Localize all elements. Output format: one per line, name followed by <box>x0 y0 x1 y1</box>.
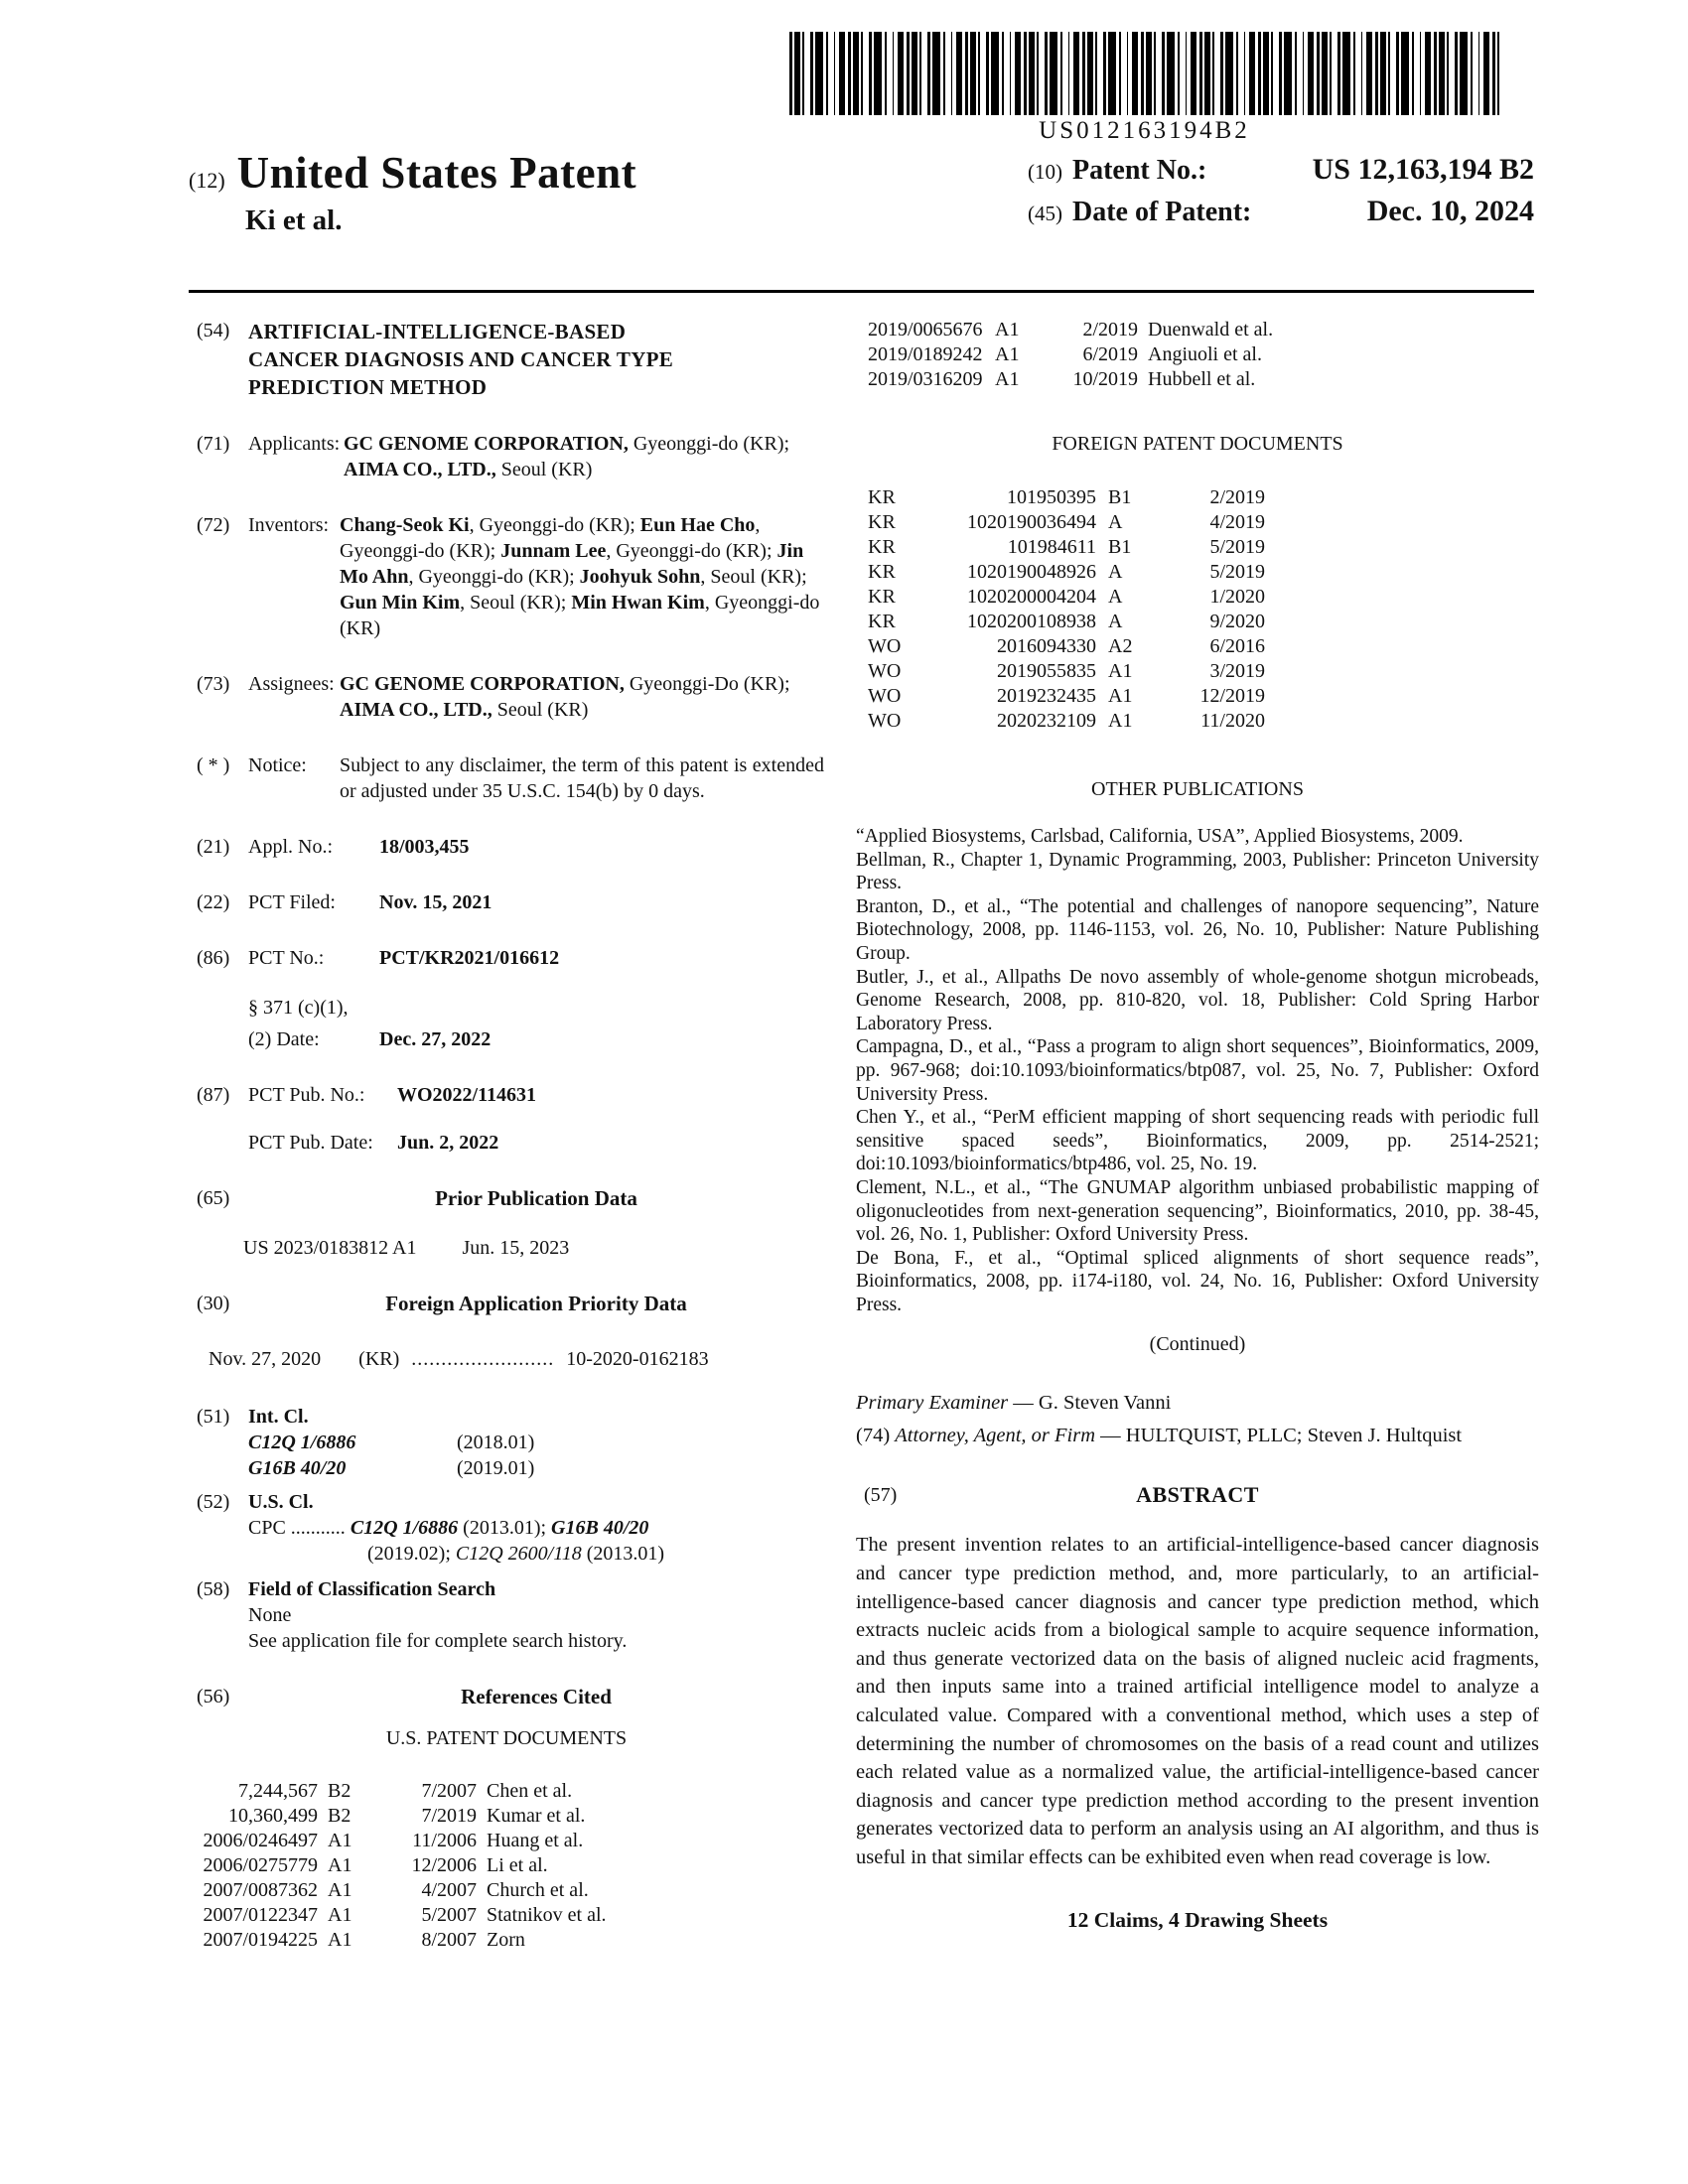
barcode-text: US012163194B2 <box>1039 117 1250 144</box>
text-segment: Primary Examiner <box>856 1392 1009 1415</box>
abstract-heading: ABSTRACT <box>1136 1482 1259 1508</box>
table-cell: Duenwald et al. <box>1148 319 1274 341</box>
header <box>189 147 1534 237</box>
header-right <box>1028 147 1534 237</box>
table-row <box>856 485 1539 510</box>
field-10-number: (10) <box>1028 160 1062 184</box>
section-72-inventors <box>189 512 824 641</box>
text-segment: Gun Min Kim <box>340 592 461 614</box>
371-date-label: (2) Date: <box>248 1028 320 1050</box>
table-cell: 12/2006 <box>411 1854 477 1876</box>
table-cell: 2016094330 <box>997 635 1096 657</box>
table-cell: 2007/0087362 <box>203 1879 318 1901</box>
table-cell: A1 <box>995 368 1020 390</box>
text-segment: Min Hwan Kim <box>571 592 705 614</box>
inventor-short-name: Ki et al. <box>245 205 343 236</box>
table-cell: KR <box>868 486 896 508</box>
table-row <box>856 367 1539 392</box>
field-search-none: None <box>248 1604 292 1626</box>
section-number: (87) <box>197 1084 230 1106</box>
text-segment: (2013.01); <box>458 1517 552 1539</box>
int-cl-code: C12Q 1/6886 <box>248 1432 356 1453</box>
prior-publication-row <box>189 1235 824 1261</box>
table-cell: 10/2019 <box>1072 368 1138 390</box>
section-87-pct-pub <box>189 1082 824 1156</box>
text-segment: Seoul (KR) <box>492 699 589 721</box>
table-cell: WO <box>868 685 902 707</box>
table-row <box>856 585 1539 610</box>
section-number: ( * ) <box>197 754 230 776</box>
table-cell: 6/2016 <box>1209 635 1265 657</box>
barcode-block <box>789 32 1499 145</box>
table-cell: A <box>1108 511 1123 533</box>
table-cell: Statnikov et al. <box>487 1904 607 1926</box>
priority-dots: ........................ <box>411 1348 555 1370</box>
publication-entry: Chen Y., et al., “PerM efficient mapping of short sequencing reads with periodic full sensitive spaced seeds”, Bioinformatics, 2009, pp. 2514-2521; doi:10.1093/bioinformatics/btp486, vol. 25, No. 19. <box>856 1107 1539 1175</box>
section-30-priority <box>189 1291 824 1316</box>
inventors-value <box>340 512 824 641</box>
table-row <box>856 342 1539 367</box>
section-52-us-cl <box>189 1489 824 1567</box>
header-divider-rule <box>189 290 1534 293</box>
prior-publication-date: Jun. 15, 2023 <box>462 1237 570 1259</box>
table-cell: Chen et al. <box>487 1780 573 1802</box>
section-number: (21) <box>197 836 230 858</box>
section-71-applicants <box>189 431 824 482</box>
text-segment: Seoul (KR) <box>495 459 593 480</box>
header-left <box>189 147 636 237</box>
section-56-references <box>189 1684 824 1709</box>
int-cl-code: G16B 40/20 <box>248 1457 347 1479</box>
table-cell: B2 <box>328 1805 352 1827</box>
section-number: (86) <box>197 947 230 969</box>
continued-note: (Continued) <box>1149 1333 1246 1356</box>
table-row <box>856 318 1539 342</box>
document-type-row <box>189 147 636 199</box>
table-cell: KR <box>868 561 896 583</box>
table-cell: A1 <box>1108 685 1133 707</box>
pct-pub-date-label: PCT Pub. Date: <box>248 1132 373 1154</box>
table-cell: WO <box>868 635 902 657</box>
table-row <box>856 684 1539 709</box>
us-patent-table-continued <box>856 318 1539 392</box>
text-segment: AIMA CO., LTD., <box>344 459 496 480</box>
table-cell: 2019232435 <box>997 685 1096 707</box>
table-cell: Zorn <box>487 1929 525 1951</box>
table-cell: 7/2019 <box>421 1805 477 1827</box>
patent-date-row <box>1028 195 1534 228</box>
table-row <box>856 659 1539 684</box>
table-cell: 1020190048926 <box>967 561 1096 583</box>
table-cell: 9/2020 <box>1209 611 1265 632</box>
table-cell: Angiuoli et al. <box>1148 343 1262 365</box>
section-73-assignees <box>189 671 824 723</box>
priority-number: 10-2020-0162183 <box>566 1348 709 1370</box>
publication-entry: Clement, N.L., et al., “The GNUMAP algorithm unbiased probabilistic mapping of oligonucleotides from next-generation sequencing”, Bioinformatics, 2010, pp. 38-45, vol. 26, No. 1, Publisher: Oxford University Press. <box>856 1176 1539 1246</box>
prior-publication-number: US 2023/0183812 A1 <box>243 1237 417 1259</box>
text-segment: (2019.02); <box>367 1543 456 1565</box>
pct-no-value: PCT/KR2021/016612 <box>379 947 560 969</box>
text-segment: , Gyeonggi-do (KR); <box>340 514 761 562</box>
section-22-pct-filed <box>189 889 824 915</box>
text-segment: Gyeonggi-do (KR); <box>628 433 790 455</box>
section-number: (30) <box>197 1293 230 1314</box>
table-row <box>856 535 1539 560</box>
table-cell: 2007/0194225 <box>203 1929 318 1951</box>
text-segment: Jin Mo Ahn <box>340 540 804 588</box>
notice-label: Notice: <box>248 754 307 776</box>
int-cl-entry <box>248 1455 824 1481</box>
table-cell: A1 <box>328 1854 352 1876</box>
left-column <box>189 318 824 1953</box>
pct-pub-no-label: PCT Pub. No.: <box>248 1084 365 1106</box>
table-cell: 11/2020 <box>1200 710 1265 732</box>
claims-drawing-sheets-line: 12 Claims, 4 Drawing Sheets <box>1066 1907 1329 1932</box>
priority-heading: Foreign Application Priority Data <box>385 1292 687 1315</box>
table-cell: A <box>1108 611 1123 632</box>
section-number: (72) <box>197 514 230 536</box>
table-cell: 2007/0122347 <box>203 1904 318 1926</box>
text-segment: GC GENOME CORPORATION, <box>340 673 625 695</box>
table-cell: 1020200004204 <box>967 586 1096 608</box>
table-cell: B2 <box>328 1780 352 1802</box>
pct-pub-date-value: Jun. 2, 2022 <box>397 1132 499 1154</box>
371-date-value: Dec. 27, 2022 <box>379 1028 492 1050</box>
table-cell: 2006/0246497 <box>203 1830 318 1851</box>
table-cell: KR <box>868 511 896 533</box>
table-cell: 5/2019 <box>1209 561 1265 583</box>
table-cell: A <box>1108 586 1123 608</box>
table-cell: Church et al. <box>487 1879 589 1901</box>
section-number: (51) <box>197 1406 230 1428</box>
cpc-line-2 <box>367 1541 824 1567</box>
priority-date: Nov. 27, 2020 <box>209 1348 322 1370</box>
table-cell: 10,360,499 <box>228 1805 318 1827</box>
table-cell: 5/2007 <box>421 1904 477 1926</box>
table-cell: Hubbell et al. <box>1148 368 1256 390</box>
text-segment: (74) <box>856 1425 896 1447</box>
table-cell: 2020232109 <box>997 710 1096 732</box>
patent-number-value: US 12,163,194 B2 <box>1312 153 1534 186</box>
table-cell: 1/2020 <box>1209 586 1265 608</box>
table-row <box>189 1903 824 1928</box>
text-segment: (2013.01) <box>581 1543 665 1565</box>
text-segment: Attorney, Agent, or Firm <box>895 1425 1096 1447</box>
table-cell: 2/2019 <box>1209 486 1265 508</box>
section-65-prior-publication <box>189 1185 824 1211</box>
abstract-header <box>856 1483 1539 1507</box>
section-54-title <box>189 318 824 401</box>
section-number: (52) <box>197 1491 230 1513</box>
section-number: (71) <box>197 433 230 455</box>
table-cell: A <box>1108 561 1123 583</box>
invention-title-line: PREDICTION METHOD <box>248 375 488 399</box>
document-type-title: United States Patent <box>236 148 637 198</box>
table-row <box>856 560 1539 585</box>
inventors-label: Inventors: <box>248 514 330 536</box>
pct-pub-no-value: WO2022/114631 <box>397 1084 537 1106</box>
table-cell: A1 <box>995 319 1020 341</box>
section-number: (56) <box>197 1686 230 1707</box>
text-segment: CPC ........... <box>248 1517 351 1539</box>
applicants-label: Applicants: <box>248 433 341 455</box>
abstract-text: The present invention relates to an artificial-intelligence-based cancer diagnosis and cancer type prediction method, and, more particularly, to an artificial-intelligence-based cancer diagnosis and cancer type prediction method, which extracts nucleic acids from a biological sample to acquire sequence information, and thus generate vectorized data on the basis of aligned nucleic acid fragments, and then inputs same into a trained artificial intelligence model to analyze a calculated value. Compared with a conventional method, which uses a step of determining the number of chromosomes on the basis of a read count and utilizes each related value as a normalized value, the artificial-intelligence-based cancer diagnosis and cancer type prediction method according to the present invention generates vectorized data to perform an analysis using an AI algorithm, and thus is useful in that similar effects can be exhibited even when read coverage is low. <box>856 1534 1539 1868</box>
applicants-value <box>344 431 824 482</box>
table-row <box>189 1853 824 1878</box>
table-cell: A1 <box>328 1879 352 1901</box>
table-cell: A1 <box>1108 660 1133 682</box>
assignees-label: Assignees: <box>248 673 335 695</box>
table-cell: 5/2019 <box>1209 536 1265 558</box>
text-segment: , Seoul (KR); <box>700 566 807 588</box>
table-cell: 7/2007 <box>421 1780 477 1802</box>
section-number: (54) <box>197 320 230 341</box>
assignees-value <box>340 671 824 723</box>
references-cited-heading: References Cited <box>461 1685 612 1708</box>
notice-text: Subject to any disclaimer, the term of this patent is extended or adjusted under 35 U.S.C. 154(b) by 0 days. <box>340 754 824 802</box>
table-cell: 2/2019 <box>1082 319 1138 341</box>
table-cell: Huang et al. <box>487 1830 584 1851</box>
table-cell: WO <box>868 660 902 682</box>
text-segment: C12Q 1/6886 <box>350 1517 459 1539</box>
publication-entry: “Applied Biosystems, Carlsbad, California, USA”, Applied Biosystems, 2009. <box>856 826 1464 847</box>
text-segment: AIMA CO., LTD., <box>340 699 492 721</box>
foreign-patent-table <box>856 485 1539 734</box>
table-cell: 2019/0189242 <box>868 343 983 365</box>
table-row <box>856 709 1539 734</box>
table-cell: 101950395 <box>1007 486 1096 508</box>
barcode-image <box>789 32 1499 115</box>
section-58-field-search <box>189 1576 824 1654</box>
table-cell: B1 <box>1108 486 1132 508</box>
table-cell: KR <box>868 536 896 558</box>
section-number: (58) <box>197 1578 230 1600</box>
text-segment: Eun Hae Cho <box>639 514 756 536</box>
publication-entry: Campagna, D., et al., “Pass a program to align short sequences”, Bioinformatics, 2009, pp. 967-968; doi:10.1093/bioinformatics/btp087, vol. 25, No. 7, Publisher: Oxford University Press. <box>856 1036 1539 1105</box>
table-cell: 3/2019 <box>1209 660 1265 682</box>
section-number: (22) <box>197 891 230 913</box>
publication-entry: Branton, D., et al., “The potential and challenges of nanopore sequencing”, Nature Biotechnology, 2008, pp. 1146-1153, vol. 26, No. 10, Publisher: Nature Publishing Group. <box>856 895 1539 964</box>
attorney-line <box>856 1423 1539 1449</box>
table-cell: 2006/0275779 <box>203 1854 318 1876</box>
table-row <box>189 1878 824 1903</box>
table-cell: 11/2006 <box>412 1830 477 1851</box>
table-row <box>856 510 1539 535</box>
primary-examiner-line <box>856 1390 1539 1417</box>
section-notice <box>189 752 824 804</box>
text-segment: Junnam Lee <box>500 540 607 562</box>
patent-number-label: Patent No.: <box>1072 155 1207 186</box>
field-search-heading: Field of Classification Search <box>248 1578 496 1600</box>
table-cell: KR <box>868 586 896 608</box>
int-cl-year: (2018.01) <box>457 1432 535 1453</box>
field-57-number: (57) <box>864 1484 898 1507</box>
patent-date-value: Dec. 10, 2024 <box>1366 195 1534 227</box>
other-publications-list <box>856 825 1539 1316</box>
table-row <box>189 1829 824 1853</box>
patent-number-row <box>1028 153 1534 187</box>
text-segment: , Gyeonggi-do (KR); <box>469 514 640 536</box>
table-cell: A2 <box>1108 635 1133 657</box>
table-row <box>856 634 1539 659</box>
table-cell: A1 <box>328 1904 352 1926</box>
appl-no-label: Appl. No.: <box>248 836 333 858</box>
section-86-pct-no <box>189 945 824 1052</box>
table-row <box>189 1804 824 1829</box>
table-cell: Kumar et al. <box>487 1805 586 1827</box>
text-segment: — G. Steven Vanni <box>1008 1392 1172 1415</box>
us-patent-documents-heading: U.S. PATENT DOCUMENTS <box>385 1727 628 1749</box>
field-12-number: (12) <box>189 168 225 193</box>
text-segment: Chang-Seok Ki <box>340 514 470 536</box>
text-segment: C12Q 2600/118 <box>455 1543 582 1565</box>
table-row <box>189 1928 824 1953</box>
other-publications-heading: OTHER PUBLICATIONS <box>1091 778 1304 800</box>
table-cell: A1 <box>995 343 1020 365</box>
table-cell: 4/2019 <box>1209 511 1265 533</box>
table-row <box>856 610 1539 634</box>
table-cell: A1 <box>328 1929 352 1951</box>
table-cell: 1020190036494 <box>967 511 1096 533</box>
invention-title-line: ARTIFICIAL-INTELLIGENCE-BASED <box>248 320 627 343</box>
table-cell: 12/2019 <box>1199 685 1265 707</box>
invention-title <box>248 318 824 401</box>
patent-date-label: Date of Patent: <box>1072 197 1252 227</box>
text-segment: Gyeonggi-Do (KR); <box>624 673 790 695</box>
text-segment: , Gyeonggi-do (KR); <box>606 540 777 562</box>
table-cell: 2019/0065676 <box>868 319 983 341</box>
int-cl-heading: Int. Cl. <box>248 1406 309 1428</box>
field-search-note: See application file for complete search history. <box>248 1630 628 1652</box>
us-patent-table <box>189 1779 824 1953</box>
text-segment: , Seoul (KR); <box>460 592 572 614</box>
priority-row <box>189 1346 824 1372</box>
publication-entry: Bellman, R., Chapter 1, Dynamic Programming, 2003, Publisher: Princeton University Press. <box>856 849 1539 894</box>
text-segment: , Gyeonggi-do (KR) <box>340 592 820 639</box>
prior-publication-heading: Prior Publication Data <box>435 1186 637 1210</box>
pct-filed-value: Nov. 15, 2021 <box>379 891 492 913</box>
table-cell: 2019055835 <box>997 660 1096 682</box>
table-cell: 8/2007 <box>421 1929 477 1951</box>
table-cell: KR <box>868 611 896 632</box>
text-segment: Joohyuk Sohn <box>579 566 701 588</box>
section-51-int-cl <box>189 1404 824 1481</box>
int-cl-entry <box>248 1430 824 1455</box>
table-cell: 2019/0316209 <box>868 368 983 390</box>
field-45-number: (45) <box>1028 202 1062 225</box>
table-cell: 6/2019 <box>1082 343 1138 365</box>
cpc-line-1 <box>248 1515 824 1541</box>
table-cell: B1 <box>1108 536 1132 558</box>
table-cell: 4/2007 <box>421 1879 477 1901</box>
table-cell: 7,244,567 <box>238 1780 318 1802</box>
text-segment: GC GENOME CORPORATION, <box>344 433 629 455</box>
section-371-line: § 371 (c)(1), <box>248 997 349 1019</box>
text-segment: — HULTQUIST, PLLC; Steven J. Hultquist <box>1095 1425 1463 1447</box>
section-number: (65) <box>197 1187 230 1209</box>
table-cell: A1 <box>328 1830 352 1851</box>
us-cl-heading: U.S. Cl. <box>248 1491 314 1513</box>
appl-no-value: 18/003,455 <box>379 836 470 858</box>
text-segment: G16B 40/20 <box>551 1517 649 1539</box>
int-cl-year: (2019.01) <box>457 1457 535 1479</box>
table-cell: Li et al. <box>487 1854 548 1876</box>
table-row <box>189 1779 824 1804</box>
table-cell: A1 <box>1108 710 1133 732</box>
section-number: (73) <box>197 673 230 695</box>
publication-entry: Butler, J., et al., Allpaths De novo assembly of whole-genome shotgun microbeads, Genome Research, 2008, pp. 810-820, vol. 18, Publisher: Cold Spring Harbor Laboratory Press. <box>856 966 1539 1034</box>
table-cell: WO <box>868 710 902 732</box>
text-segment: , Gyeonggi-do (KR); <box>408 566 580 588</box>
publication-entry: De Bona, F., et al., “Optimal spliced alignments of short sequence reads”, Bioinformatics, 2008, pp. i174-i180, vol. 24, No. 16, Publisher: Oxford University Press. <box>856 1247 1539 1315</box>
priority-country: (KR) <box>358 1348 400 1370</box>
pct-filed-label: PCT Filed: <box>248 891 336 913</box>
right-column <box>856 318 1539 1953</box>
pct-no-label: PCT No.: <box>248 947 325 969</box>
section-21-appl-no <box>189 834 824 860</box>
two-column-body <box>189 318 1539 1953</box>
table-cell: 1020200108938 <box>967 611 1096 632</box>
foreign-patent-documents-heading: FOREIGN PATENT DOCUMENTS <box>1052 433 1343 455</box>
invention-title-line: CANCER DIAGNOSIS AND CANCER TYPE <box>248 347 674 371</box>
table-cell: 101984611 <box>1007 536 1096 558</box>
